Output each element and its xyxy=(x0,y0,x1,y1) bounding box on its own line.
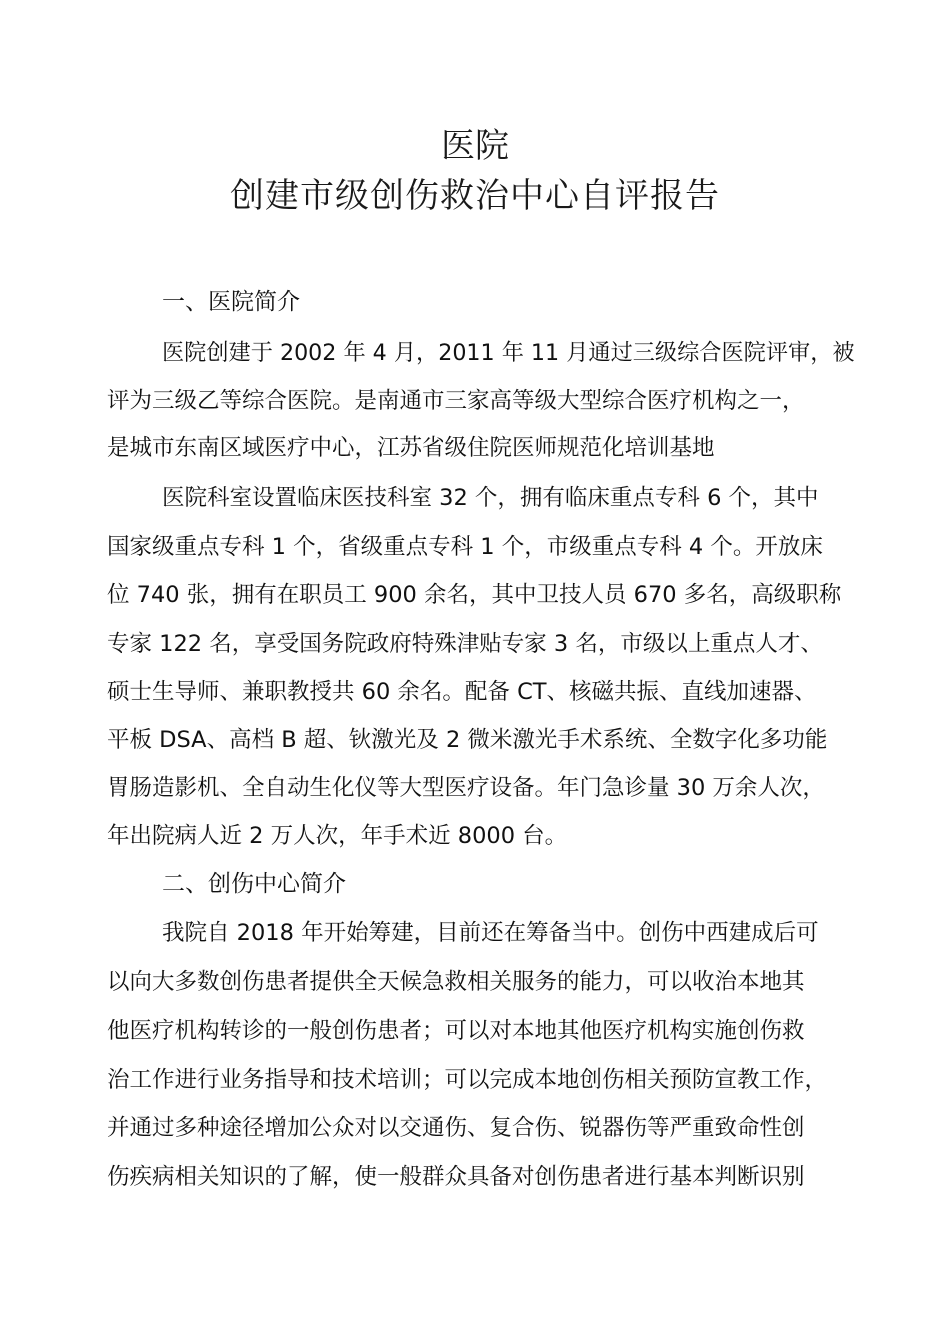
section-heading-trauma-center-intro: 二、创伤中心简介 xyxy=(162,871,346,897)
paragraph-line: 硕士生导师、兼职教授共 60 余名。配备 CT、核磁共振、直线加速器、 xyxy=(107,679,817,705)
paragraph-line: 我院自 2018 年开始筹建，目前还在筹备当中。创伤中西建成后可 xyxy=(162,920,819,946)
paragraph-line: 并通过多种途径增加公众对以交通伤、复合伤、锐器伤等严重致命性创 xyxy=(107,1115,805,1141)
paragraph-line: 是城市东南区域医疗中心，江苏省级住院医师规范化培训基地 xyxy=(107,435,715,461)
paragraph-line: 医院创建于 2002 年 4 月，2011 年 11 月通过三级综合医院评审，被 xyxy=(162,340,855,366)
document-title-line-2: 创建市级创伤救治中心自评报告 xyxy=(230,176,720,216)
document-title-line-1: 医院 xyxy=(441,126,509,166)
paragraph-line: 评为三级乙等综合医院。是南通市三家高等级大型综合医疗机构之一， xyxy=(107,388,805,414)
paragraph-line: 医院科室设置临床医技科室 32 个，拥有临床重点专科 6 个，其中 xyxy=(162,485,819,511)
paragraph-line: 以向大多数创伤患者提供全天候急救相关服务的能力，可以收治本地其 xyxy=(107,969,805,995)
section-heading-hospital-intro: 一、医院简介 xyxy=(162,289,300,315)
paragraph-line: 治工作进行业务指导和技术培训；可以完成本地创伤相关预防宣教工作， xyxy=(107,1067,828,1093)
paragraph-line: 平板 DSA、高档 B 超、钬激光及 2 微米激光手术系统、全数字化多功能 xyxy=(107,727,828,753)
paragraph-line: 国家级重点专科 1 个，省级重点专科 1 个，市级重点专科 4 个。开放床 xyxy=(107,534,823,560)
paragraph-line: 胃肠造影机、全自动生化仪等大型医疗设备。年门急诊量 30 万余人次， xyxy=(107,775,825,801)
paragraph-line: 他医疗机构转诊的一般创伤患者；可以对本地其他医疗机构实施创伤救 xyxy=(107,1018,805,1044)
paragraph-line: 专家 122 名，享受国务院政府特殊津贴专家 3 名，市级以上重点人才、 xyxy=(107,631,823,657)
paragraph-line: 伤疾病相关知识的了解，使一般群众具备对创伤患者进行基本判断识别 xyxy=(107,1164,805,1190)
paragraph-line: 位 740 张，拥有在职员工 900 余名，其中卫技人员 670 多名，高级职称 xyxy=(107,582,842,608)
paragraph-line: 年出院病人近 2 万人次，年手术近 8000 台。 xyxy=(107,823,568,849)
